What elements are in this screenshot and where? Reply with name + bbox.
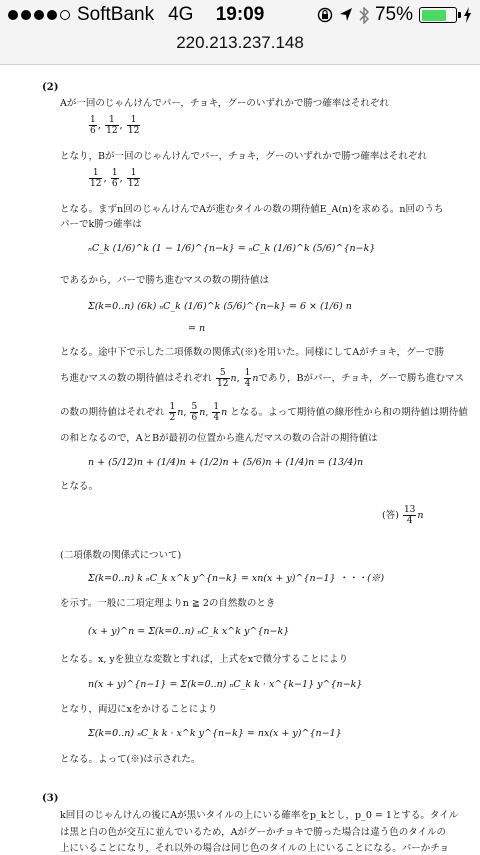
probability-fractions-b: $\frac{1}{12}$ , $\frac{1}{6}$ , $\frac{1}{12}$ xyxy=(90,168,140,189)
part-3-label: (3) xyxy=(42,793,59,804)
network-type: 4G xyxy=(168,4,194,25)
equation-5: (x + y)^n = Σ(k=0..n) ₙC_k x^k y^{n−k} xyxy=(88,626,290,637)
paragraph: Aが一回のじゃんけんでパー，チョキ，グーのいずれかで勝つ確率はそれぞれ xyxy=(60,98,389,109)
paragraph: パーでk勝つ確率は xyxy=(60,219,142,230)
equation-3: n + (5/12)n + (1/4)n + (1/2)n + (5/6)n + (1/4)n = (13/4)n xyxy=(88,457,364,468)
equation-2a: Σ(k=0..n) (6k) ₙC_k (1/6)^k (5/6)^{n−k} = 6 × (1/6) n xyxy=(88,301,352,312)
battery-percent: 75% xyxy=(374,4,413,25)
probability-fractions-a: $\frac{1}{6}$ , $\frac{1}{12}$ , $\frac{1}{12}$ xyxy=(90,115,140,136)
paragraph: となる。 xyxy=(60,481,99,492)
paragraph: となり，Bが一回のじゃんけんでパー，チョキ，グーのいずれかで勝つ確率はそれぞれ xyxy=(60,151,427,162)
part-2-label: (2) xyxy=(42,82,59,93)
url-text: 220.213.237.148 xyxy=(176,33,304,52)
paragraph: k回目のじゃんけんの後にAが黒いタイルの上にいる確率をp_kとし，p_0 = 1とする。タイル xyxy=(60,810,459,821)
battery-fill xyxy=(422,10,447,21)
battery-icon xyxy=(419,7,457,23)
paragraph: は黒と白の色が交互に並んでいるため，Aがグーかチョキで勝った場合は違う色のタイルの xyxy=(60,827,447,838)
document-page xyxy=(0,65,480,852)
paragraph: を示す。一般に二項定理よりn ≧ 2の自然数のとき xyxy=(60,598,276,609)
carrier-name: SoftBank xyxy=(77,4,155,25)
paragraph: となる。まずn回のじゃんけんでAが進むタイルの数の期待値E_A(n)を求める。n回のうち xyxy=(60,204,444,215)
paragraph: となる。x, yを独立な変数とすれば，上式をxで微分することにより xyxy=(60,654,349,665)
equation-7: Σ(k=0..n) ₙC_k k · x^k y^{n−k} = nx(x + y)^{n−1} xyxy=(88,728,342,739)
bluetooth-icon xyxy=(359,7,369,24)
status-bar xyxy=(0,0,480,30)
equation-2b: = n xyxy=(188,323,206,334)
paragraph: となる。よって(※)は示された。 xyxy=(60,754,201,765)
equation-6: n(x + y)^{n−1} = Σ(k=0..n) ₙC_k k · x^{k−1} y^{n−k} xyxy=(88,679,363,690)
paragraph: であるから，パーで勝ち進むマスの数の期待値は xyxy=(60,275,270,286)
paragraph: の和となるので，AとBが最初の位置から進んだマスの数の合計の期待値は xyxy=(60,433,378,444)
status-icons xyxy=(317,4,472,26)
url-bar[interactable] xyxy=(0,30,480,65)
paragraph: となる。途中下で示した二項係数の関係式(※)を用いた。同様にしてAがチョキ，グーで勝 xyxy=(60,347,445,358)
section-title: (二項係数の関係式について) xyxy=(60,550,182,561)
location-arrow-icon xyxy=(339,7,353,23)
paragraph: 上にいることになり，それ以外の場合は同じ色のタイルの上にいることになる。パーかチョ xyxy=(60,843,450,854)
paragraph-with-fractions: ち進むマスの数の期待値はそれぞれ $\frac{5}{12}$ n, $\frac{1}{4}$ nであり，Bがパー，チョキ，グーで勝ち進むマス xyxy=(60,368,464,389)
charging-bolt-icon xyxy=(463,7,472,23)
rotation-lock-icon xyxy=(317,7,333,23)
clock: 19:09 xyxy=(215,4,265,25)
equation-1: ₙC_k (1/6)^k (1 − 1/6)^{n−k} = ₙC_k (1/6)^k (5/6)^{n−k} xyxy=(88,243,376,254)
paragraph-with-fractions: の数の期待値はそれぞれ $\frac{1}{2}$ n, $\frac{5}{6}$ n, $\frac{1}{4}$ n となる。よって期待値の線形性から和の期待値は期待値 xyxy=(60,402,468,423)
paragraph: となり，両辺にxをかけることにより xyxy=(60,704,218,715)
equation-4: Σ(k=0..n) k ₙC_k x^k y^{n−k} = xn(x + y)^{n−1} ・・・(※) xyxy=(88,573,385,584)
answer: (答) $\frac{13}{4}$ n xyxy=(382,505,424,526)
